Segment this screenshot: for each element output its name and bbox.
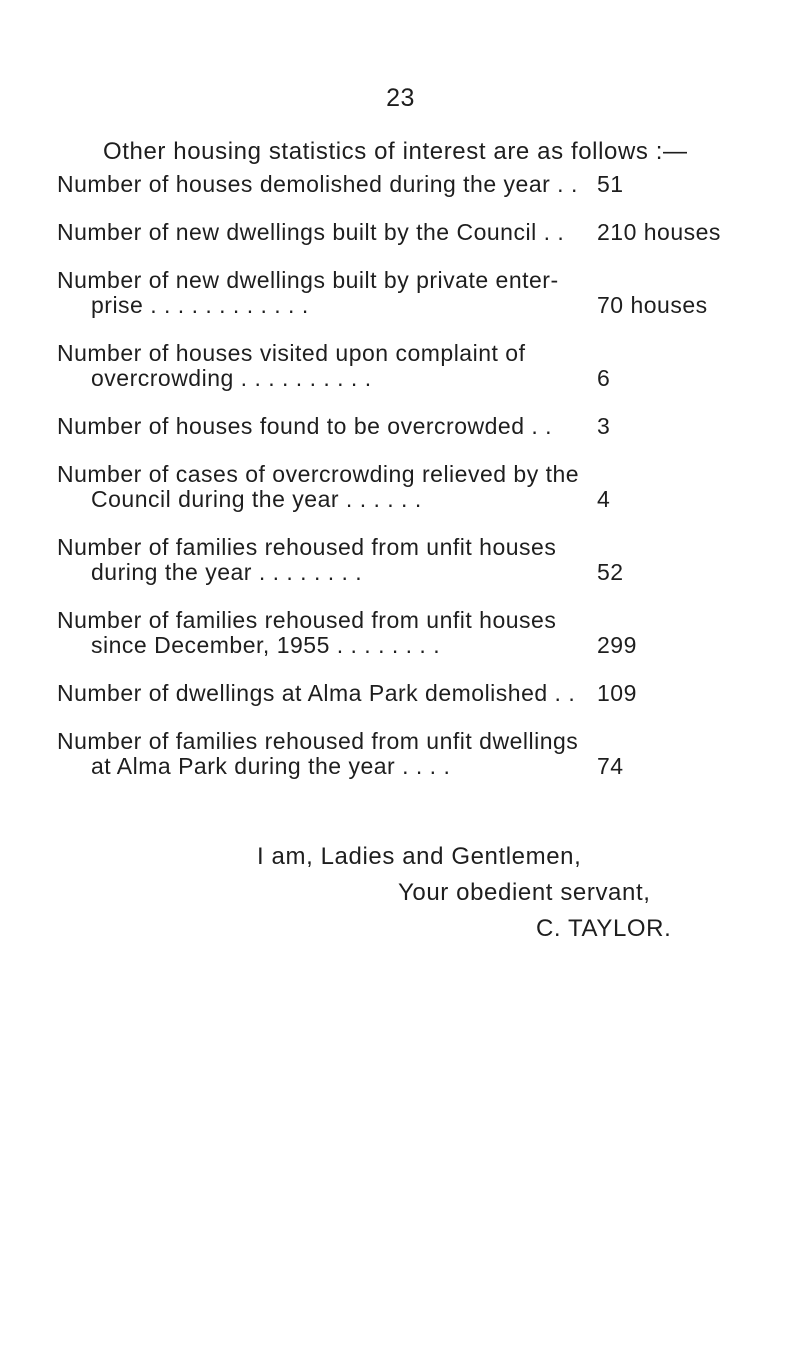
stat-label: Number of houses found to be overcrowded . .: [57, 413, 553, 439]
stat-row: [57, 462, 757, 512]
stat-value: 52: [597, 559, 624, 585]
intro-text: Other housing statistics of interest are as follows :—: [103, 138, 688, 165]
stat-value: 74: [597, 753, 624, 779]
page-number: 23: [386, 84, 415, 112]
statistics-list: [57, 172, 757, 802]
stat-row: [57, 414, 757, 439]
stat-label-continued: Council during the year . . . . . .: [91, 486, 422, 512]
stat-value: 6: [597, 365, 611, 391]
stat-row: [57, 608, 757, 658]
stat-label-continued: overcrowding . . . . . . . . . .: [91, 365, 372, 391]
stat-value: 3: [597, 413, 611, 439]
stat-label-continued: prise . . . . . . . . . . . .: [91, 292, 309, 318]
stat-label: Number of cases of overcrowding relieved by the: [57, 461, 580, 487]
stat-label-continued: at Alma Park during the year . . . .: [91, 753, 451, 779]
stat-value: 210 houses: [597, 219, 721, 245]
stat-label: Number of new dwellings built by private enter-: [57, 267, 559, 293]
stat-label: Number of families rehoused from unfit houses: [57, 607, 557, 633]
stat-row: [57, 535, 757, 585]
stat-label: Number of dwellings at Alma Park demolished . .: [57, 680, 576, 706]
stat-row: [57, 681, 757, 706]
stat-label-continued: during the year . . . . . . . .: [91, 559, 363, 585]
stat-label-continued: since December, 1955 . . . . . . . .: [91, 632, 441, 658]
stat-label: Number of families rehoused from unfit houses: [57, 534, 557, 560]
stat-label: Number of new dwellings built by the Council . .: [57, 219, 565, 245]
stat-row: [57, 341, 757, 391]
stat-value: 4: [597, 486, 611, 512]
stat-row: [57, 220, 757, 245]
closing-valediction: Your obedient servant,: [398, 879, 651, 906]
stat-label: Number of houses visited upon complaint of: [57, 340, 526, 366]
closing-salutation: I am, Ladies and Gentlemen,: [257, 843, 582, 870]
stat-label: Number of houses demolished during the year . .: [57, 171, 578, 197]
stat-value: 109: [597, 680, 637, 706]
stat-value: 51: [597, 171, 624, 197]
stat-row: [57, 172, 757, 197]
stat-row: [57, 268, 757, 318]
signature: C. TAYLOR.: [536, 915, 672, 942]
stat-row: [57, 729, 757, 779]
stat-value: 299: [597, 632, 637, 658]
stat-label: Number of families rehoused from unfit dwellings: [57, 728, 579, 754]
stat-value: 70 houses: [597, 292, 708, 318]
